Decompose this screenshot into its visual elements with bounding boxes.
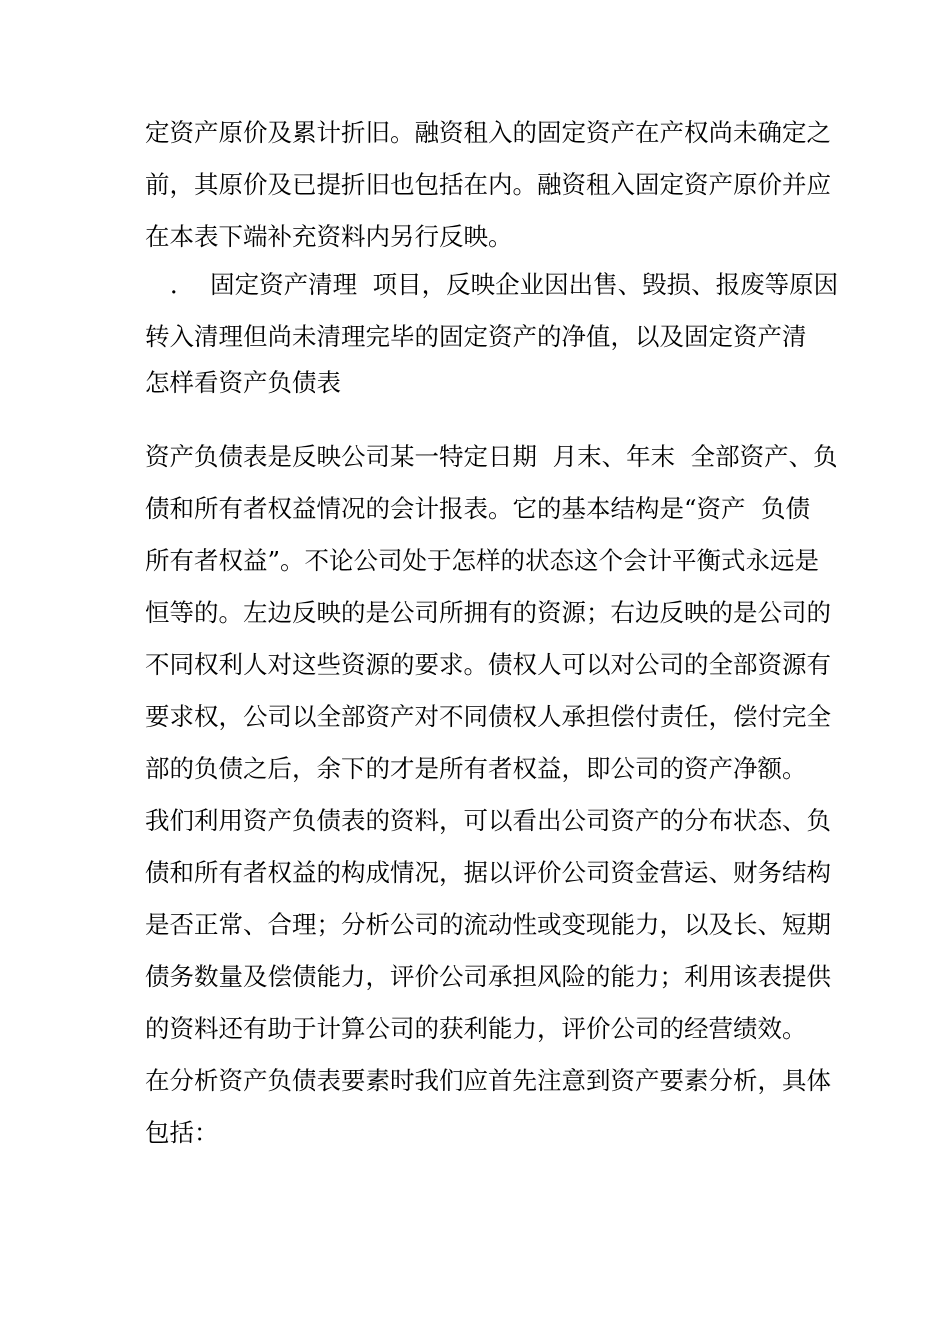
text-line: 包括：: [145, 1118, 219, 1147]
text-line: 恒等的。左边反映的是公司所拥有的资源；右边反映的是公司的: [145, 598, 831, 627]
text-line: 转入清理但尚未清理完毕的固定资产的净值，以及固定资产清: [145, 322, 807, 351]
text-line: 不同权利人对这些资源的要求。债权人可以对公司的全部资源有: [145, 650, 831, 679]
text-line: 的资料还有助于计算公司的获利能力，评价公司的经营绩效。: [145, 1014, 807, 1043]
text-line: 是否正常、合理；分析公司的流动性或变现能力，以及长、短期: [145, 910, 831, 939]
text-line: 我们利用资产负债表的资料，可以看出公司资产的分布状态、负: [145, 806, 831, 835]
section-heading: 怎样看资产负债表: [145, 368, 341, 397]
text-line: 前，其原价及已提折旧也包括在内。融资租入固定资产原价并应: [145, 170, 831, 199]
text-line: 债务数量及偿债能力，评价公司承担风险的能力；利用该表提供: [145, 962, 831, 991]
text-line: 在分析资产负债表要素时我们应首先注意到资产要素分析，具体: [145, 1066, 831, 1095]
text-line: ． 固定资产清理 项目，反映企业因出售、毁损、报废等原因: [170, 270, 839, 299]
text-line: 定资产原价及累计折旧。融资租入的固定资产在产权尚未确定之: [145, 118, 831, 147]
text-line: 要求权，公司以全部资产对不同债权人承担偿付责任，偿付完全: [145, 702, 831, 731]
text-line: 资产负债表是反映公司某一特定日期 月末、年末 全部资产、负: [145, 442, 838, 471]
text-line: 债和所有者权益的构成情况，据以评价公司资金营运、财务结构: [145, 858, 831, 887]
text-line: 在本表下端补充资料内另行反映。: [145, 222, 513, 251]
text-line: 所有者权益”。不论公司处于怎样的状态这个会计平衡式永远是: [145, 546, 820, 575]
text-line: 债和所有者权益情况的会计报表。它的基本结构是“资产 负债: [145, 494, 811, 523]
text-line: 部的负债之后，余下的才是所有者权益，即公司的资产净额。: [145, 754, 807, 783]
